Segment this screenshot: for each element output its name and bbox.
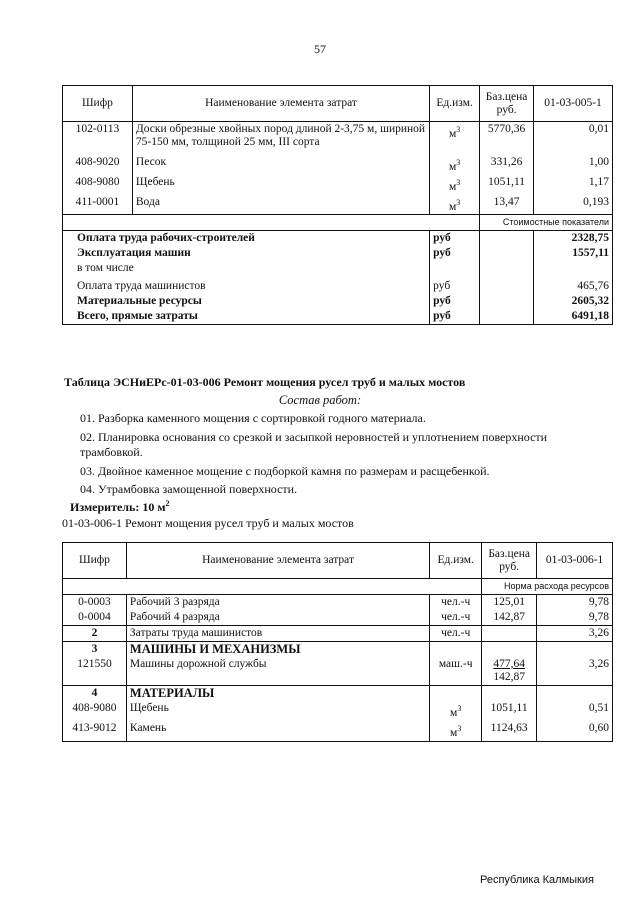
summary-row: Оплата труда машинистов руб 465,76: [63, 276, 613, 294]
norm-code-line: 01-03-006-1 Ремонт мощения русел труб и малых мостов: [62, 516, 354, 530]
resource-table-2: [62, 542, 613, 742]
header-price: Баз.цена руб.: [482, 543, 537, 579]
summary-row: Материальные ресурсы руб 2605,32: [63, 294, 613, 309]
page-number: 57: [314, 42, 326, 56]
table-row: 413-9012 Камень $м^3$ 1124,63 0,60: [63, 721, 613, 741]
table-row: 411-0001 Вода $м^3$ 13,47 0,193: [63, 195, 613, 215]
summary-row: Эксплуатация машин руб 1557,11: [63, 246, 613, 261]
table-header: [63, 86, 613, 122]
summary-row: Всего, прямые затраты руб 6491,18: [63, 309, 613, 325]
work-item: 02. Планировка основания со срезкой и засыпкой неровностей и уплотнением поверхности трамбовкой.: [80, 430, 548, 459]
header-name: Наименование элемента затрат: [132, 86, 429, 122]
header-code: Шифр: [63, 543, 127, 579]
section-label: Норма расхода ресурсов: [482, 579, 613, 595]
header-norm-code: 01-03-006-1: [537, 543, 613, 579]
header-price: Баз.цена руб.: [480, 86, 534, 122]
table-row: 3 МАШИНЫ И МЕХАНИЗМЫ: [63, 642, 613, 658]
header-unit: Ед.изм.: [430, 543, 482, 579]
table-row: 408-9020 Песок $м^3$ 331,26 1,00: [63, 152, 613, 175]
cost-table-1: [62, 85, 613, 325]
work-item: 04. Утрамбовка замощенной поверхности.: [80, 482, 298, 496]
section-label-row: [63, 579, 613, 595]
work-item: 03. Двойное каменное мощение с подборкой камня по размерам и расщебенкой.: [80, 464, 490, 478]
header-name: Наименование элемента затрат: [126, 543, 429, 579]
composition-label: Состав работ:: [278, 393, 362, 407]
table-row: 2 Затраты труда машинистов чел.-ч 3,26: [63, 626, 613, 642]
table-row: 102-0113 Доски обрезные хвойных пород длиной 2-3,75 м, шириной 75-150 мм, толщиной 25 мм, III сорта $м^3$ 5770,36 0,01: [63, 122, 613, 153]
footer-region: Республика Калмыкия: [480, 874, 594, 886]
table-row: 121550 Машины дорожной службы маш.-ч 477,64 142,87 3,26: [63, 657, 613, 686]
table-row: 408-9080 Щебень $м^3$ 1051,11 1,17: [63, 175, 613, 195]
section-label-row: [63, 215, 613, 231]
table-row: 4 МАТЕРИАЛЫ: [63, 686, 613, 702]
work-item: 01. Разборка каменного мощения с сортировкой годного материала.: [80, 411, 426, 425]
table-row: 0-0003 Рабочий 3 разряда чел.-ч 125,01 9,78: [63, 595, 613, 611]
table-row: 0-0004 Рабочий 4 разряда чел.-ч 142,87 9,78: [63, 610, 613, 626]
table-title: Таблица ЭСНиЕРс-01-03-006 Ремонт мощения русел труб и малых мостов: [64, 375, 466, 389]
summary-row: в том числе: [63, 261, 613, 276]
meter: Измеритель: 10 $м^2$: [70, 499, 170, 514]
table-row: 408-9080 Щебень $м^3$ 1051,11 0,51: [63, 701, 613, 721]
summary-row: Оплата труда рабочих-строителей руб 2328,75: [63, 231, 613, 247]
header-norm-code: 01-03-005-1: [534, 86, 613, 122]
table-header: [63, 543, 613, 579]
header-unit: Ед.изм.: [430, 86, 480, 122]
section-label: Стоимостные показатели: [480, 215, 613, 231]
header-code: Шифр: [63, 86, 133, 122]
